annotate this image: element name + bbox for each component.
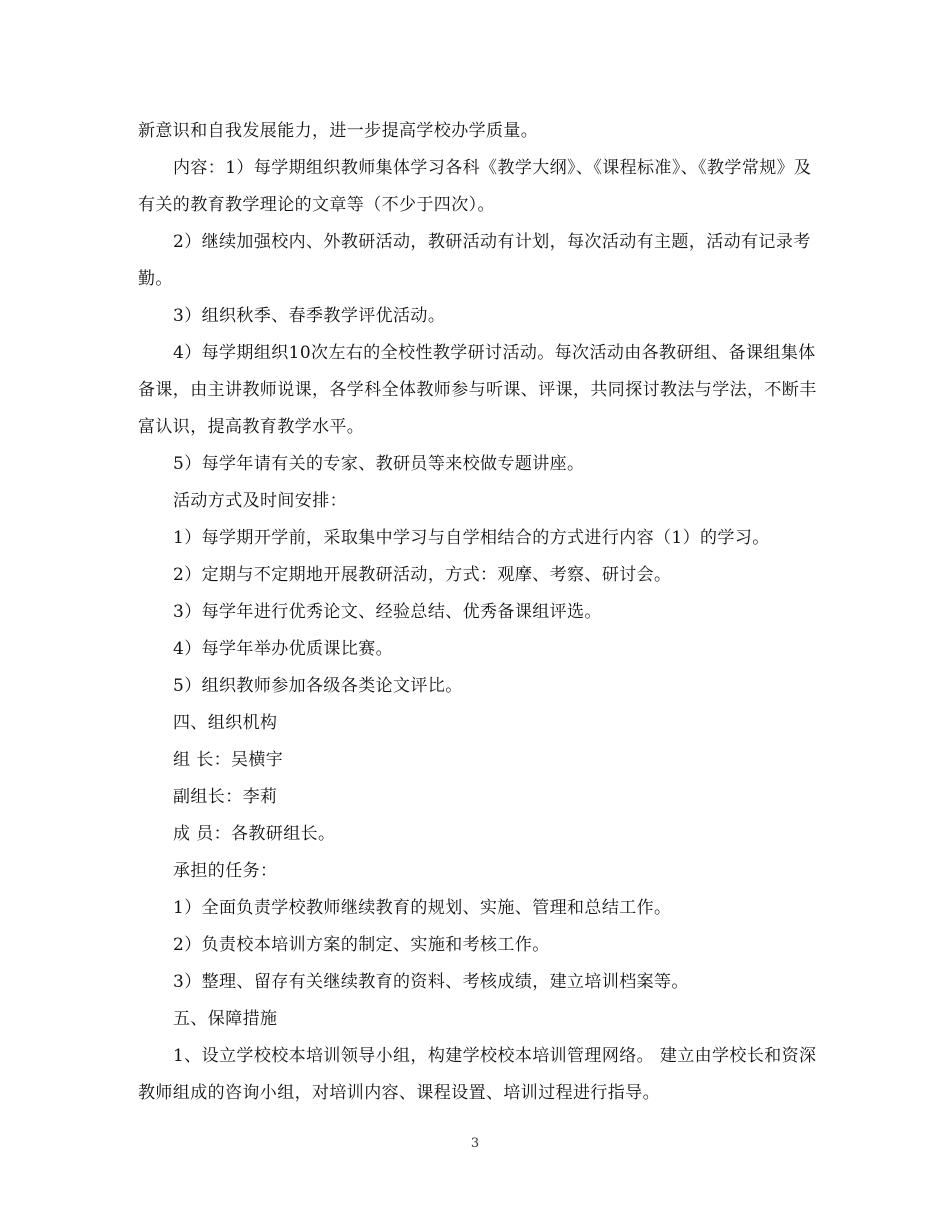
heading-responsibilities: 承担的任务：	[173, 861, 278, 881]
paragraph-schedule-item-2: 2）定期与不定期地开展教研活动，方式：观摩、考察、研讨会。	[173, 565, 672, 585]
paragraph-schedule-item-5: 5）组织教师参加各级各类论文评比。	[173, 676, 463, 696]
paragraph-schedule-item-4: 4）每学年举办优质课比赛。	[173, 639, 394, 659]
paragraph-schedule-item-1: 1）每学期开学前，采取集中学习与自学相结合的方式进行内容（1）的学习。	[173, 528, 770, 548]
paragraph-deputy-leader: 副组长：李莉	[173, 787, 278, 807]
heading-activity-schedule: 活动方式及时间安排：	[173, 491, 347, 511]
paragraph-schedule-item-3: 3）每学年进行优秀论文、经验总结、优秀备课组评选。	[173, 602, 602, 622]
paragraph-responsibility-3: 3）整理、留存有关继续教育的资料、考核成绩，建立培训档案等。	[173, 972, 689, 992]
paragraph-responsibility-2: 2）负责校本培训方案的制定、实施和考核工作。	[173, 935, 550, 955]
section-heading-safeguards: 五、保障措施	[173, 1009, 278, 1029]
paragraph-continuation: 新意识和自我发展能力，进一步提高学校办学质量。	[138, 121, 539, 141]
paragraph-content-item-3: 3）组织秋季、春季教学评优活动。	[173, 306, 446, 326]
paragraph-content-intro: 内容：1）每学期组织教师集体学习各科《教学大纲》、《课程标准》、《教学常规》及有关的教育教学理论的文章等（不少于四次）。	[138, 158, 812, 215]
paragraph-content-item-5: 5）每学年请有关的专家、教研员等来校做专题讲座。	[173, 454, 585, 474]
section-heading-organization: 四、组织机构	[173, 713, 278, 733]
paragraph-group-leader: 组 长：吴横宇	[173, 750, 284, 770]
paragraph-responsibility-1: 1）全面负责学校教师继续教育的规划、实施、管理和总结工作。	[173, 898, 672, 918]
paragraph-safeguard-1: 1、设立学校校本培训领导小组，构建学校校本培训管理网络。 建立由学校长和资深教师组成的咨询小组，对培训内容、课程设置、培训过程进行指导。	[138, 1046, 817, 1103]
paragraph-content-item-2: 2）继续加强校内、外教研活动，教研活动有计划，每次活动有主题，活动有记录考勤。	[138, 232, 811, 289]
paragraph-members: 成 员：各教研组长。	[173, 824, 336, 844]
page-number: 3	[470, 1136, 480, 1151]
paragraph-content-item-4: 4）每学期组织10次左右的全校性教学研讨活动。每次活动由各教研组、备课组集体备课，由主讲教师说课，各学科全体教师参与听课、评课，共同探讨教法与学法，不断丰富认识，提高教育教学水平。	[138, 343, 817, 437]
document-body	[138, 113, 818, 1112]
